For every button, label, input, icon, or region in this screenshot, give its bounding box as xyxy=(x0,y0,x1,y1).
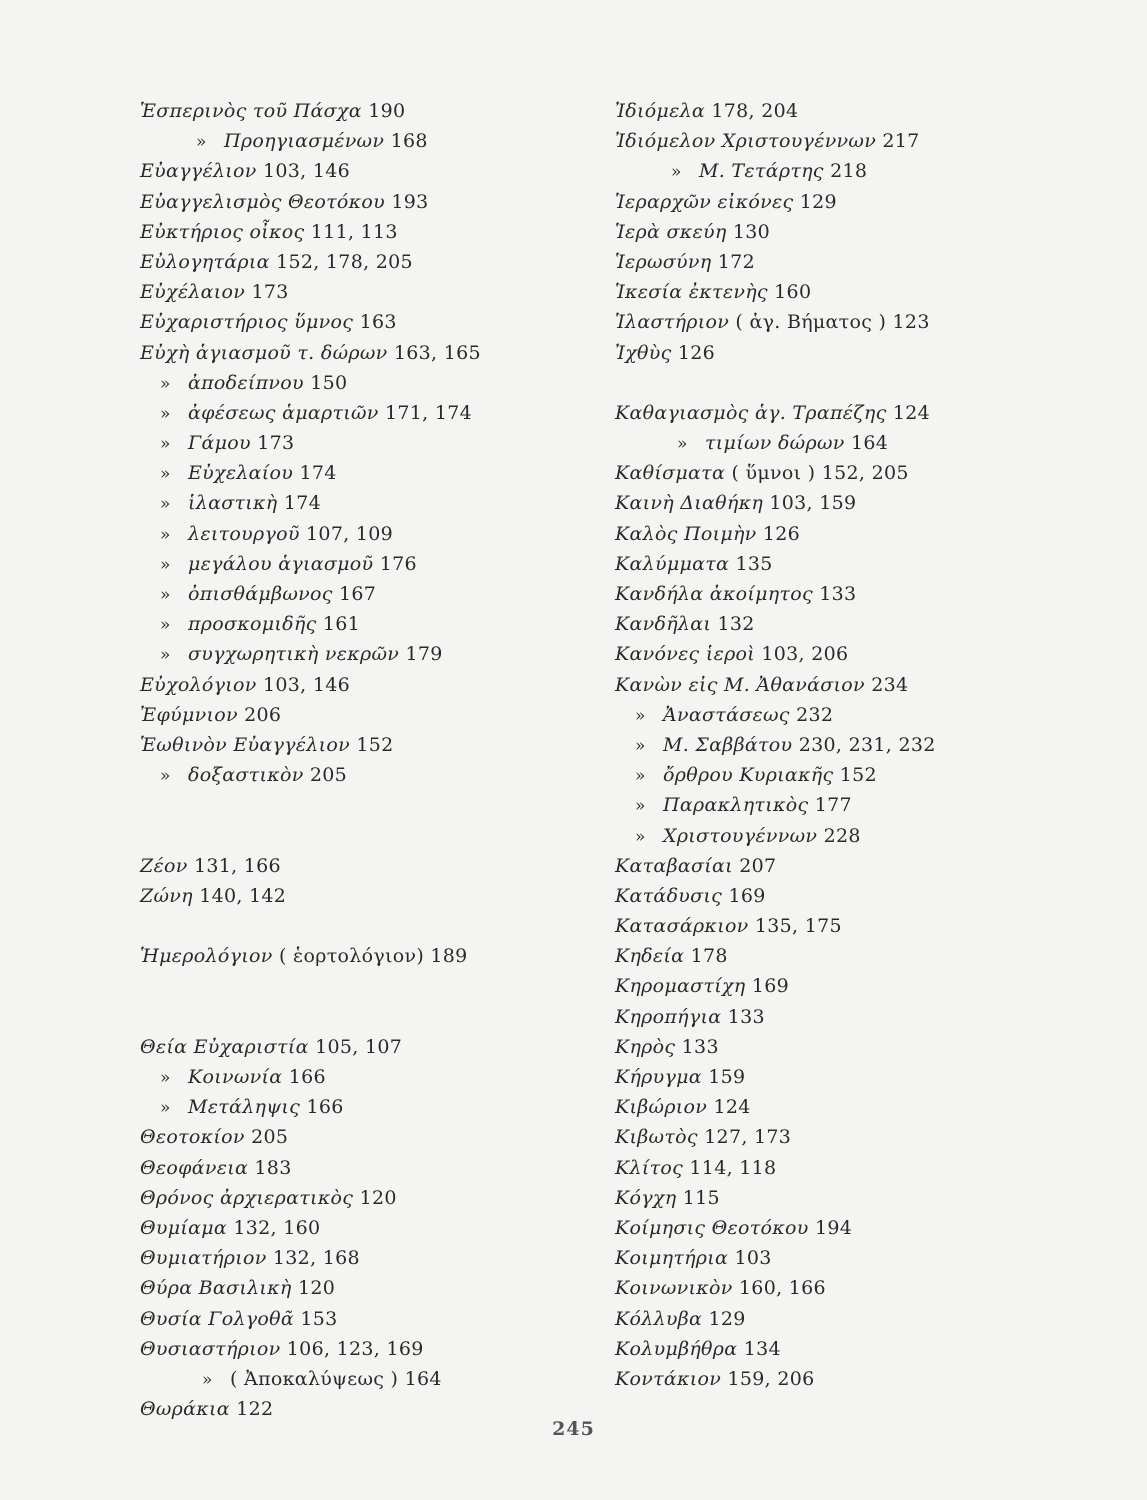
ditto-mark: » xyxy=(160,1068,171,1088)
ditto-mark: » xyxy=(160,554,171,575)
entry-pages: 135, 175 xyxy=(754,915,842,938)
entry-pages: 169 xyxy=(728,884,766,907)
entry-pages: 163, 165 xyxy=(393,341,481,364)
entry-pages: 161 xyxy=(322,613,361,636)
entry-pages: 132 xyxy=(717,613,755,636)
entry-pages: 217 xyxy=(882,130,920,153)
index-entry xyxy=(140,851,580,881)
entry-pages: 153 xyxy=(300,1307,338,1330)
index-entry xyxy=(140,488,580,518)
index-entry xyxy=(615,1304,1055,1334)
entry-pages: 179 xyxy=(405,643,443,666)
entry-term: Κανὼν εἰς Μ. Ἀθανάσιον xyxy=(615,673,865,696)
entry-term: Θεοφάνεια xyxy=(140,1156,249,1179)
entry-term: Εὐχολόγιον xyxy=(140,673,257,696)
index-entry xyxy=(615,941,1055,971)
index-entry xyxy=(140,700,580,730)
entry-term: Εὐαγγελισμὸς Θεοτόκου xyxy=(140,190,385,213)
entry-term: Κοίμησις Θεοτόκου xyxy=(615,1216,809,1239)
entry-pages: 133 xyxy=(727,1005,765,1028)
entry-term: Θύρα Βασιλικὴ xyxy=(140,1277,292,1300)
index-entry xyxy=(140,1153,580,1183)
entry-pages: 127, 173 xyxy=(704,1126,792,1149)
index-entry xyxy=(140,1092,580,1122)
entry-pages: 166 xyxy=(288,1066,326,1088)
index-entry xyxy=(140,1032,580,1062)
entry-term: Κόγχη xyxy=(615,1186,677,1209)
entry-pages: 106, 123, 169 xyxy=(286,1337,424,1360)
index-entry xyxy=(140,277,580,307)
entry-term: Θυμίαμα xyxy=(140,1216,228,1239)
index-entry xyxy=(615,1213,1055,1243)
entry-pages: 174 xyxy=(299,462,337,485)
entry-pages: 160 xyxy=(774,281,812,304)
index-entry xyxy=(140,639,580,669)
entry-pages: 120 xyxy=(359,1186,397,1209)
ditto-mark: » xyxy=(635,735,646,756)
index-entry xyxy=(615,277,1055,307)
page-number: 245 xyxy=(552,1418,595,1440)
entry-pages: 103, 146 xyxy=(262,160,350,183)
entry-pages: 206 xyxy=(244,703,282,726)
entry-pages: 134 xyxy=(743,1337,781,1360)
entry-term: Ἑσπερινὸς τοῦ Πάσχα xyxy=(140,100,362,122)
entry-term: Κοντάκιον xyxy=(615,1367,722,1390)
entry-term: Κιβώριον xyxy=(615,1096,708,1119)
index-entry xyxy=(140,609,580,639)
index-entry xyxy=(615,1092,1055,1122)
entry-term: Εὐλογητάρια xyxy=(140,250,270,273)
entry-pages: 124 xyxy=(892,401,931,424)
index-entry xyxy=(615,428,1055,458)
entry-pages: 159, 206 xyxy=(727,1367,815,1390)
entry-pages: 105, 107 xyxy=(315,1035,403,1058)
ditto-mark: » xyxy=(160,585,171,605)
index-entry xyxy=(140,519,580,549)
index-entry xyxy=(140,1364,580,1394)
entry-pages: 163 xyxy=(359,311,397,334)
ditto-mark: » xyxy=(160,1098,171,1119)
entry-term: Θωράκια xyxy=(140,1398,230,1421)
entry-pages: 133 xyxy=(681,1035,719,1058)
entry-term: Ἰδιόμελα xyxy=(615,100,706,122)
entry-term: Κόλλυβα xyxy=(615,1307,703,1330)
entry-term: Κηροπήγια xyxy=(615,1005,722,1028)
entry-term: Ζώνη xyxy=(140,884,193,907)
entry-term: Ἱκεσία ἐκτενὴς xyxy=(615,281,768,304)
entry-pages: 130 xyxy=(732,220,771,243)
index-entry xyxy=(615,851,1055,881)
entry-term: Κανδήλα ἀκοίμητος xyxy=(615,583,813,605)
entry-pages: 174 xyxy=(283,492,322,515)
entry-term: Ἰχθὺς xyxy=(615,341,672,364)
index-entry xyxy=(140,670,580,700)
entry-pages: 135 xyxy=(735,552,773,575)
entry-term: Καινὴ Διαθήκη xyxy=(615,492,764,515)
entry-term: Ἱερὰ σκεύη xyxy=(615,220,727,243)
entry-pages: 132, 168 xyxy=(272,1247,360,1270)
entry-term: Θυσία Γολγοθᾶ xyxy=(140,1307,295,1330)
entry-pages: 166 xyxy=(306,1096,344,1119)
entry-pages: 230, 231, 232 xyxy=(798,733,936,756)
entry-pages: 193 xyxy=(391,190,429,213)
entry-term: λειτουργοῦ xyxy=(188,522,300,545)
ditto-mark: » xyxy=(160,645,171,666)
index-entry xyxy=(140,458,580,488)
entry-term: Ἱλαστήριον xyxy=(615,311,730,334)
entry-pages: 176 xyxy=(379,552,417,575)
entry-term: Κατάδυσις xyxy=(615,884,723,907)
entry-term: ὄρθρου Κυριακῆς xyxy=(663,764,834,787)
index-entry xyxy=(615,519,1055,549)
entry-pages: 171, 174 xyxy=(385,401,473,424)
entry-term: Κηρὸς xyxy=(615,1035,676,1058)
index-entry xyxy=(615,971,1055,1001)
entry-pages: 114, 118 xyxy=(689,1156,777,1179)
entry-term: Κιβωτὸς xyxy=(615,1126,698,1149)
entry-gap xyxy=(140,971,580,1001)
entry-pages: 115 xyxy=(682,1186,720,1209)
index-entry xyxy=(140,549,580,579)
entry-pages: 178, 204 xyxy=(711,100,799,122)
index-entry xyxy=(615,217,1055,247)
index-entry xyxy=(615,1183,1055,1213)
index-entry xyxy=(615,821,1055,851)
entry-term: Γάμου xyxy=(188,432,251,455)
entry-term: Χριστουγέννων xyxy=(663,824,818,847)
entry-pages: ( ὕμνοι ) 152, 205 xyxy=(731,462,909,485)
index-column-left xyxy=(140,96,580,1424)
entry-pages: 140, 142 xyxy=(199,884,287,907)
entry-pages: 205 xyxy=(251,1126,289,1149)
index-entry xyxy=(615,1243,1055,1273)
ditto-mark: » xyxy=(677,434,688,455)
index-entry xyxy=(140,126,580,156)
ditto-mark: » xyxy=(160,494,171,515)
entry-pages: 103, 206 xyxy=(761,643,849,666)
ditto-mark: » xyxy=(160,615,171,636)
index-entry xyxy=(615,458,1055,488)
entry-pages: 160, 166 xyxy=(738,1277,826,1300)
index-entry xyxy=(140,156,580,186)
index-entry xyxy=(140,217,580,247)
index-entry xyxy=(615,1122,1055,1152)
entry-pages: 124 xyxy=(713,1096,751,1119)
entry-pages: 152 xyxy=(839,764,877,787)
index-entry xyxy=(140,187,580,217)
entry-term: Μ. Σαββάτου xyxy=(663,733,793,756)
entry-term: Μετάληψις xyxy=(188,1096,301,1119)
index-entry xyxy=(615,1002,1055,1032)
index-entry xyxy=(615,1062,1055,1092)
entry-term: Προηγιασμένων xyxy=(224,130,385,153)
entry-term: Ζέον xyxy=(140,854,188,877)
index-entry xyxy=(140,428,580,458)
index-entry xyxy=(140,1304,580,1334)
entry-term: Καλὸς Ποιμὴν xyxy=(615,522,757,545)
entry-pages: ( Ἀποκαλύψεως ) 164 xyxy=(230,1367,442,1390)
entry-term: ἀποδείπνου xyxy=(188,371,304,394)
entry-term: Κλίτος xyxy=(615,1156,684,1179)
index-entry xyxy=(615,1032,1055,1062)
ditto-mark: » xyxy=(671,162,682,183)
index-entry xyxy=(615,1273,1055,1303)
entry-term: Ἱερωσύνη xyxy=(615,250,712,273)
entry-term: Θεία Εὐχαριστία xyxy=(140,1035,309,1058)
entry-term: Θεοτοκίον xyxy=(140,1126,245,1149)
entry-term: Παρακλητικὸς xyxy=(663,794,809,817)
entry-term: Ἰδιόμελον Χριστουγέννων xyxy=(615,130,877,153)
entry-term: Μ. Τετάρτης xyxy=(699,160,824,183)
entry-term: συγχωρητικὴ νεκρῶν xyxy=(188,643,400,666)
entry-term: Κηρομαστίχη xyxy=(615,975,746,998)
entry-term: προσκομιδῆς xyxy=(188,613,317,636)
index-entry xyxy=(615,760,1055,790)
index-entry xyxy=(615,700,1055,730)
entry-term: Θυσιαστήριον xyxy=(140,1337,281,1360)
index-entry xyxy=(140,1273,580,1303)
entry-term: δοξαστικὸν xyxy=(188,764,304,787)
ditto-mark: » xyxy=(635,705,646,726)
entry-pages: 131, 166 xyxy=(193,854,281,877)
entry-term: Εὐαγγέλιον xyxy=(140,160,257,183)
entry-pages: 172 xyxy=(717,250,755,273)
index-entry xyxy=(140,338,580,368)
index-entry xyxy=(140,730,580,760)
ditto-mark: » xyxy=(196,132,207,153)
entry-pages: 177 xyxy=(814,794,852,817)
ditto-mark: » xyxy=(160,403,171,424)
index-entry xyxy=(615,1153,1055,1183)
entry-pages: 173 xyxy=(257,432,295,455)
entry-pages: 178 xyxy=(690,945,728,968)
entry-term: Εὐχαριστήριος ὕμνος xyxy=(140,311,354,334)
entry-pages: 132, 160 xyxy=(233,1216,321,1239)
index-entry xyxy=(615,881,1055,911)
ditto-mark: » xyxy=(160,373,171,394)
entry-term: Κοινωνία xyxy=(188,1066,283,1088)
index-entry xyxy=(140,1243,580,1273)
entry-pages: 168 xyxy=(390,130,428,153)
entry-pages: ( ἑορτολόγιον) 189 xyxy=(278,945,468,968)
index-entry xyxy=(615,790,1055,820)
index-entry xyxy=(140,1334,580,1364)
entry-term: Καθαγιασμὸς ἁγ. Τραπέζης xyxy=(615,401,887,424)
index-entry xyxy=(140,1213,580,1243)
entry-term: Θρόνος ἀρχιερατικὸς xyxy=(140,1186,354,1209)
index-entry xyxy=(140,941,580,971)
entry-pages: 129 xyxy=(799,190,837,213)
entry-pages: 129 xyxy=(708,1307,746,1330)
index-entry xyxy=(615,639,1055,669)
entry-term: Ἐφύμνιον xyxy=(140,703,238,726)
entry-pages: 159 xyxy=(708,1066,746,1088)
entry-pages: 152 xyxy=(356,733,394,756)
ditto-mark: » xyxy=(160,524,171,545)
index-entry xyxy=(140,398,580,428)
ditto-mark: » xyxy=(202,1369,213,1390)
entry-gap xyxy=(140,790,580,820)
ditto-mark: » xyxy=(635,796,646,817)
index-entry xyxy=(615,307,1055,337)
entry-pages: 234 xyxy=(871,673,909,696)
entry-pages: 228 xyxy=(823,824,861,847)
entry-pages: 173 xyxy=(251,281,289,304)
index-entry xyxy=(615,670,1055,700)
index-entry xyxy=(615,730,1055,760)
entry-term: Κοινωνικὸν xyxy=(615,1277,733,1300)
entry-pages: ( ἁγ. Βήματος ) 123 xyxy=(735,311,930,334)
entry-gap xyxy=(140,1002,580,1032)
entry-term: ὀπισθάμβωνος xyxy=(188,583,333,605)
index-entry xyxy=(615,1364,1055,1394)
index-column-right xyxy=(615,96,1055,1394)
entry-gap xyxy=(615,368,1055,398)
entry-gap xyxy=(140,821,580,851)
entry-pages: 183 xyxy=(254,1156,292,1179)
entry-term: Εὐχὴ ἁγιασμοῦ τ. δώρων xyxy=(140,341,388,364)
index-entry xyxy=(615,579,1055,609)
index-entry xyxy=(140,1062,580,1092)
entry-pages: 207 xyxy=(739,854,777,877)
index-entry xyxy=(140,247,580,277)
index-entry xyxy=(615,247,1055,277)
entry-term: μεγάλου ἁγιασμοῦ xyxy=(188,552,374,575)
entry-pages: 120 xyxy=(297,1277,336,1300)
entry-term: Εὐκτήριος οἶκος xyxy=(140,220,305,243)
ditto-mark: » xyxy=(635,766,646,787)
index-entry xyxy=(615,156,1055,186)
index-entry xyxy=(140,96,580,126)
entry-term: τιμίων δώρων xyxy=(705,432,845,455)
entry-term: ἱλαστικὴ xyxy=(188,492,278,515)
entry-pages: 194 xyxy=(814,1216,853,1239)
index-entry xyxy=(615,126,1055,156)
entry-term: Καταβασίαι xyxy=(615,854,733,877)
entry-pages: 133 xyxy=(819,583,857,605)
index-entry xyxy=(140,1183,580,1213)
entry-term: Κανδῆλαι xyxy=(615,613,712,636)
entry-term: Ἑωθινὸν Εὐαγγέλιον xyxy=(140,733,350,756)
entry-term: Εὐχελαίου xyxy=(188,462,294,485)
entry-term: Ἱεραρχῶν εἰκόνες xyxy=(615,190,794,213)
entry-pages: 103 xyxy=(734,1247,772,1270)
ditto-mark: » xyxy=(635,826,646,847)
entry-term: Κήρυγμα xyxy=(615,1066,702,1088)
index-entry xyxy=(615,488,1055,518)
index-entry xyxy=(140,579,580,609)
entry-term: Θυμιατήριον xyxy=(140,1247,267,1270)
entry-term: Καθίσματα xyxy=(615,462,726,485)
entry-term: Ἀναστάσεως xyxy=(663,703,790,726)
entry-term: Κατασάρκιον xyxy=(615,915,749,938)
index-entry xyxy=(140,368,580,398)
entry-term: Κοιμητήρια xyxy=(615,1247,729,1270)
entry-pages: 126 xyxy=(762,522,801,545)
entry-pages: 164 xyxy=(850,432,889,455)
entry-pages: 103, 159 xyxy=(769,492,857,515)
index-entry xyxy=(615,549,1055,579)
entry-pages: 103, 146 xyxy=(263,673,351,696)
entry-pages: 126 xyxy=(677,341,716,364)
index-entry xyxy=(615,398,1055,428)
entry-pages: 205 xyxy=(309,764,348,787)
entry-pages: 169 xyxy=(751,975,790,998)
entry-term: Κανόνες ἱεροὶ xyxy=(615,643,756,666)
entry-pages: 232 xyxy=(796,703,834,726)
index-entry xyxy=(615,338,1055,368)
index-entry xyxy=(140,1122,580,1152)
entry-term: Ἡμερολόγιον xyxy=(140,945,273,968)
entry-pages: 190 xyxy=(368,100,406,122)
entry-pages: 111, 113 xyxy=(310,220,398,243)
index-entry xyxy=(615,911,1055,941)
entry-pages: 122 xyxy=(236,1398,274,1421)
entry-term: ἀφέσεως ἁμαρτιῶν xyxy=(188,401,379,424)
entry-term: Κολυμβήθρα xyxy=(615,1337,738,1360)
entry-pages: 150 xyxy=(310,371,348,394)
index-entry xyxy=(140,760,580,790)
index-entry xyxy=(140,881,580,911)
index-entry xyxy=(615,96,1055,126)
entry-pages: 107, 109 xyxy=(306,522,394,545)
index-entry xyxy=(615,1334,1055,1364)
entry-term: Κηδεία xyxy=(615,945,685,968)
ditto-mark: » xyxy=(160,766,171,787)
entry-term: Εὐχέλαιον xyxy=(140,281,246,304)
entry-pages: 218 xyxy=(830,160,868,183)
index-entry xyxy=(140,307,580,337)
ditto-mark: » xyxy=(160,434,171,455)
index-entry xyxy=(615,187,1055,217)
entry-term: Καλύμματα xyxy=(615,552,730,575)
entry-pages: 167 xyxy=(339,583,377,605)
entry-pages: 152, 178, 205 xyxy=(276,250,413,273)
entry-gap xyxy=(140,911,580,941)
index-entry xyxy=(615,609,1055,639)
ditto-mark: » xyxy=(160,464,171,485)
